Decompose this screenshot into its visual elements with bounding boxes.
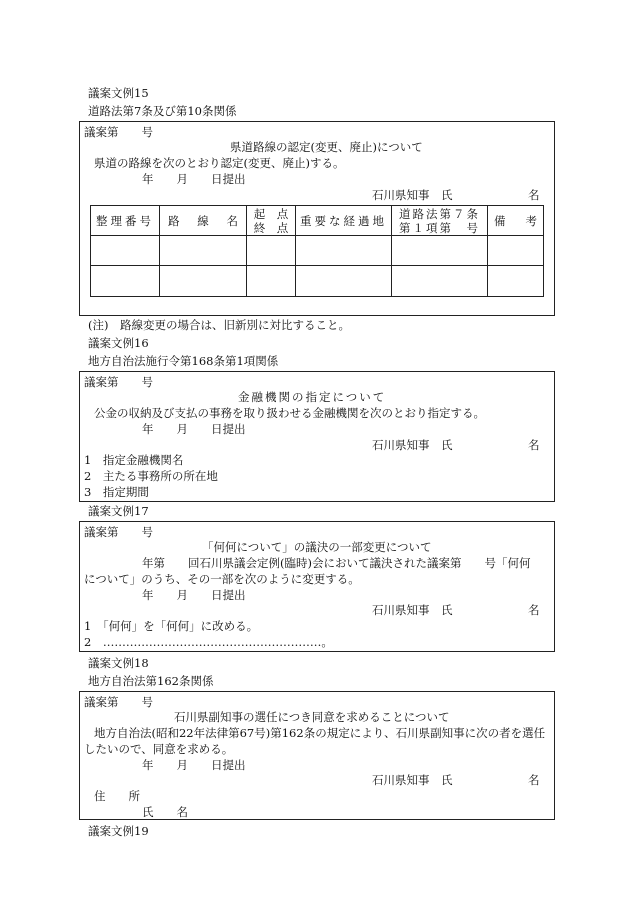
table-cell — [296, 236, 392, 266]
header-start-point: 起 点 — [253, 206, 289, 221]
name-label: 氏 名 — [142, 805, 188, 819]
bill-number: 議案第 号 — [84, 695, 153, 709]
header-route-char-3: 名 — [226, 213, 238, 228]
bill-body-line-1: 年第 回石川県議会定例(臨時)会において議決された議案第 号「何何 — [142, 556, 531, 570]
list-item: 1 「何何」を「何何」に改める。 — [84, 619, 259, 633]
table-row — [91, 266, 544, 297]
submission-date: 年 月 日提出 — [142, 422, 246, 436]
header-route-char-1: 路 — [168, 213, 180, 228]
example-18-box — [79, 691, 555, 820]
bill-title: 「何何について」の議決の一部変更について — [202, 540, 432, 554]
bill-number: 議案第 号 — [84, 125, 153, 139]
table-cell — [488, 236, 544, 266]
header-waypoints: 重要な経過地 — [296, 206, 392, 236]
signer-name-char: 名 — [528, 438, 540, 452]
table-cell — [392, 266, 488, 297]
bill-title: 金融機関の指定について — [238, 390, 387, 404]
table-cell — [91, 236, 160, 266]
table-row — [91, 236, 544, 266]
header-remarks — [488, 206, 544, 236]
table-cell — [160, 236, 247, 266]
bill-body: 県道の路線を次のとおり認定(変更、廃止)する。 — [94, 156, 345, 170]
header-route-char-2: 線 — [197, 213, 209, 228]
header-road-law — [392, 206, 488, 236]
example-16-heading: 議案文例16 — [88, 336, 149, 350]
bill-body-line-1: 地方自治法(昭和22年法律第67号)第162条の規定により、石川県副知事に次の者を選任 — [94, 726, 546, 740]
route-table — [90, 205, 544, 297]
example-18-heading: 議案文例18 — [88, 656, 149, 670]
example-16-relation: 地方自治法施行令第168条第1項関係 — [88, 354, 279, 368]
header-road-law-line1: 道路法第７条 — [399, 206, 480, 221]
table-header-row — [91, 206, 544, 236]
table-cell — [247, 266, 296, 297]
table-cell — [160, 266, 247, 297]
list-item: 1 指定金融機関名 — [84, 453, 184, 467]
example-15-note: (注) 路線変更の場合は、旧新別に対比すること。 — [88, 318, 350, 332]
submission-date: 年 月 日提出 — [142, 758, 246, 772]
signer: 石川県知事 氏 — [372, 603, 453, 617]
bill-title: 石川県副知事の選任につき同意を求めることについて — [174, 710, 450, 724]
list-item: 2 主たる事務所の所在地 — [84, 469, 218, 483]
table-cell — [91, 266, 160, 297]
example-15-relation: 道路法第7条及び第10条関係 — [88, 104, 237, 118]
header-route-name — [160, 206, 247, 236]
table-cell — [247, 236, 296, 266]
header-remarks-char-1: 備 — [494, 213, 506, 228]
submission-date: 年 月 日提出 — [142, 588, 246, 602]
bill-body: 公金の収納及び支払の事務を取り扱わせる金融機関を次のとおり指定する。 — [94, 406, 485, 420]
bill-body-line-2: したいので、同意を求める。 — [84, 742, 234, 756]
header-serial-number: 整理番号 — [91, 206, 160, 236]
example-15-box — [79, 121, 555, 316]
bill-title: 県道路線の認定(変更、廃止)について — [230, 140, 423, 154]
example-16-box — [79, 371, 555, 502]
list-item: 3 指定期間 — [84, 485, 149, 499]
example-18-relation: 地方自治法第162条関係 — [88, 674, 214, 688]
table-cell — [296, 266, 392, 297]
header-start-end — [247, 206, 296, 236]
bill-body-line-2: について」のうち、その一部を次のように変更する。 — [84, 572, 360, 586]
example-17-box — [79, 521, 555, 652]
signer: 石川県知事 氏 — [372, 773, 453, 787]
signer-name-char: 名 — [528, 773, 540, 787]
header-remarks-char-2: 考 — [525, 213, 537, 228]
submission-date: 年 月 日提出 — [142, 172, 246, 186]
header-road-law-line2: 第１項第 号 — [399, 220, 480, 235]
bill-number: 議案第 号 — [84, 375, 153, 389]
signer: 石川県知事 氏 — [372, 188, 453, 202]
address-label: 住 所 — [94, 789, 140, 803]
table-cell — [392, 236, 488, 266]
signer: 石川県知事 氏 — [372, 438, 453, 452]
example-17-heading: 議案文例17 — [88, 504, 149, 518]
header-end-point: 終 点 — [253, 220, 289, 235]
bill-number: 議案第 号 — [84, 525, 153, 539]
table-cell — [488, 266, 544, 297]
list-item: 2 …………………………………………………。 — [84, 635, 333, 649]
example-19-heading: 議案文例19 — [88, 824, 149, 838]
signer-name-char: 名 — [528, 188, 540, 202]
signer-name-char: 名 — [528, 603, 540, 617]
example-15-heading: 議案文例15 — [88, 86, 149, 100]
